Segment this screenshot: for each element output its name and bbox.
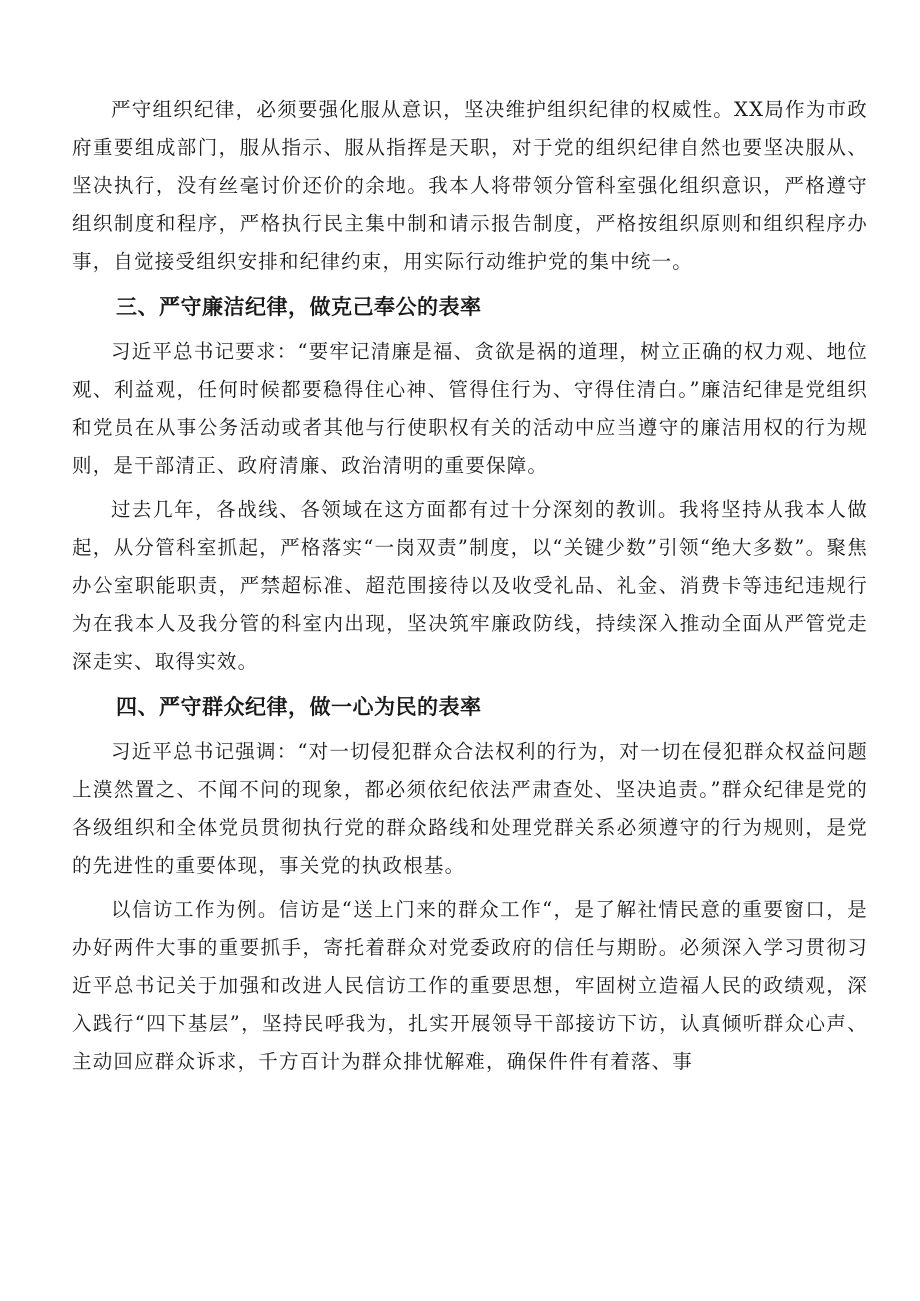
section-heading-mass-discipline: 四、严守群众纪律，做一心为民的表率 xyxy=(116,695,482,719)
paragraph-organization-discipline: 严守组织纪律，必须要强化服从意识，坚决维护组织纪律的权威性。XX局作为市政府重要组成部门，服从指示、服从指挥是天职，对于党的组织纪律自然也要坚决服从、坚决执行，没有丝毫讨价还价的余地。我本人将带领分管科室强化组织意识，严格遵守组织制度和程序，严格执行民主集中制和请示报告制度，严格按组织原则和组织程序办事，自觉接受组织安排和纪律约束，用实际行动维护党的集中统一。 xyxy=(72,98,868,273)
paragraph-petition-work: 以信访工作为例。信访是“送上门来的群众工作“，是了解社情民意的重要窗口，是办好两件大事的重要抓手，寄托着群众对党委政府的信任与期盼。必须深入学习贯彻习近平总书记关于加强和改进人民信访工作的重要思想，牢固树立造福人民的政绩观，深入践行“四下基层”，坚持民呼我为，扎实开展领导干部接访下访，认真倾听群众心声、主动回应群众诉求，千方百计为群众排忧解难，确保件件有着落、事 xyxy=(72,898,868,1073)
section-heading-integrity-discipline: 三、严守廉洁纪律，做克己奉公的表率 xyxy=(116,295,482,319)
paragraph-mass-discipline-quote: 习近平总书记强调：“对一切侵犯群众合法权利的行为，对一切在侵犯群众权益问题上漠然置之、不闻不问的现象，都必须依纪依法严肃查处、坚决追责。”群众纪律是党的各级组织和全体党员贯彻执行党的群众路线和处理党群关系必须遵守的行为规则，是党的先进性的重要体现，事关党的执政根基。 xyxy=(72,740,868,877)
paragraph-integrity-quote: 习近平总书记要求：“要牢记清廉是福、贪欲是祸的道理，树立正确的权力观、地位观、利益观，任何时候都要稳得住心神、管得住行为、守得住清白。”廉洁纪律是党组织和党员在从事公务活动或者其他与行使职权有关的活动中应当遵守的廉洁用权的行为规则，是干部清正、政府清廉、政治清明的重要保障。 xyxy=(72,340,868,477)
paragraph-integrity-commitment: 过去几年，各战线、各领域在这方面都有过十分深刻的教训。我将坚持从我本人做起，从分管科室抓起，严格落实“一岗双责”制度，以“关键少数”引领“绝大多数”。聚焦办公室职能职责，严禁超标准、超范围接待以及收受礼品、礼金、消费卡等违纪违规行为在我本人及我分管的科室内出现，坚决筑牢廉政防线，持续深入推动全面从严管党走深走实、取得实效。 xyxy=(72,498,868,673)
document-body xyxy=(72,91,868,1081)
